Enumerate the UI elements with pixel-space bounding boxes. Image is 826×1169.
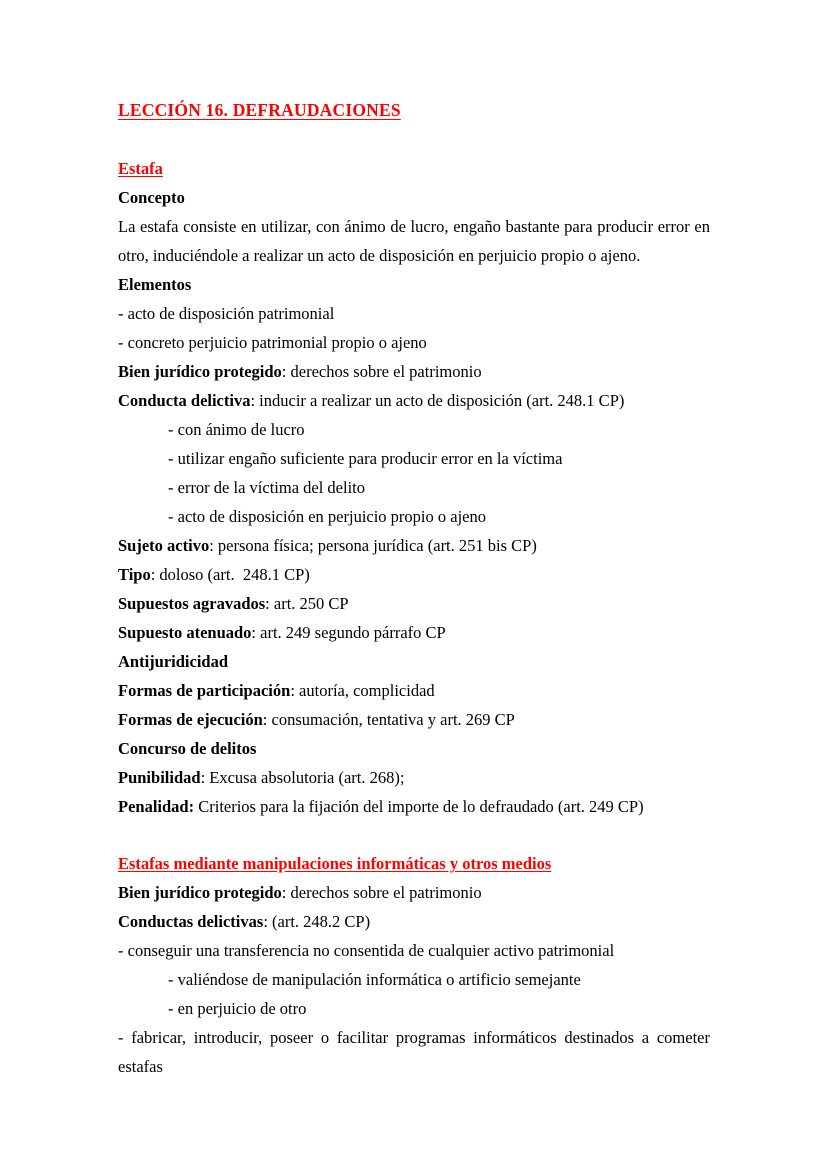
formas-ejecucion-label: Formas de ejecución [118, 710, 263, 729]
section-heading-estafa: Estafa [118, 159, 163, 178]
list-item: - conseguir una transferencia no consentida de cualquier activo patrimonial [118, 941, 615, 960]
punibilidad-value: : Excusa absolutoria (art. 268); [200, 768, 405, 787]
section-heading-estafa-line [118, 154, 710, 183]
formas-participacion-label: Formas de participación [118, 681, 291, 700]
page-title: LECCIÓN 16. DEFRAUDACIONES [118, 100, 401, 120]
elementos-label [118, 270, 710, 299]
bien-juridico-label-2: Bien jurídico protegido [118, 883, 282, 902]
punibilidad-row [118, 763, 710, 792]
supuesto-atenuado-row [118, 618, 710, 647]
list-item: - fabricar, introducir, poseer o facilitar programas informáticos destinados a cometer estafas [118, 1028, 715, 1076]
concurso-delitos-label-text: Concurso de delitos [118, 739, 257, 758]
sujeto-activo-row [118, 531, 710, 560]
penalidad-value: Criterios para la fijación del importe de lo defraudado (art. 249 CP) [194, 797, 644, 816]
formas-participacion-value: : autoría, complicidad [290, 681, 435, 700]
list-item: - concreto perjuicio patrimonial propio o ajeno [118, 333, 427, 352]
document-body [118, 96, 715, 1081]
conducta-delictiva-label: Conducta delictiva [118, 391, 251, 410]
penalidad-row [118, 792, 710, 821]
supuesto-atenuado-value: : art. 249 segundo párrafo CP [251, 623, 446, 642]
formas-ejecucion-row [118, 705, 710, 734]
punibilidad-label: Punibilidad [118, 768, 201, 787]
section-heading-estafas-informaticas: Estafas mediante manipulaciones informáticas y otros medios [118, 854, 552, 873]
conducta-delictiva-value: : inducir a realizar un acto de disposición (art. 248.1 CP) [250, 391, 625, 410]
antijuridicidad-label-text: Antijuridicidad [118, 652, 229, 671]
list-item: - error de la víctima del delito [168, 478, 366, 497]
document-title-line [118, 96, 710, 125]
list-item: - utilizar engaño suficiente para producir error en la víctima [168, 449, 563, 468]
list-item: - valiéndose de manipulación informática o artificio semejante [168, 970, 581, 989]
bien-juridico-label: Bien jurídico protegido [118, 362, 282, 381]
tipo-value: : doloso (art. 248.1 CP) [150, 565, 310, 584]
bien-juridico-value: : derechos sobre el patrimonio [281, 362, 482, 381]
bien-juridico-row [118, 357, 710, 386]
list-item: - acto de disposición patrimonial [118, 304, 335, 323]
supuestos-agravados-row [118, 589, 710, 618]
conductas-delictivas-label: Conductas delictivas [118, 912, 264, 931]
concepto-paragraph: La estafa consiste en utilizar, con ánimo de lucro, engaño bastante para producir error en otro, induciéndole a realizar un acto de disposición en perjuicio propio o ajeno. [118, 217, 715, 265]
conductas-delictivas-row [118, 907, 710, 936]
supuesto-atenuado-label: Supuesto atenuado [118, 623, 252, 642]
section-gap [118, 821, 710, 849]
tipo-row [118, 560, 710, 589]
concepto-label-text: Concepto [118, 188, 185, 207]
penalidad-label: Penalidad: [118, 797, 195, 816]
supuestos-agravados-label: Supuestos agravados [118, 594, 266, 613]
section-heading-estafas-informaticas-line [118, 849, 710, 878]
list-item: - en perjuicio de otro [168, 999, 307, 1018]
conducta-delictiva-row [118, 386, 710, 415]
list-item: - acto de disposición en perjuicio propio o ajeno [168, 507, 486, 526]
formas-ejecucion-value: : consumación, tentativa y art. 269 CP [262, 710, 515, 729]
tipo-label: Tipo [118, 565, 151, 584]
elementos-label-text: Elementos [118, 275, 192, 294]
bien-juridico-value-2: : derechos sobre el patrimonio [281, 883, 482, 902]
sujeto-activo-value: : persona física; persona jurídica (art. 251 bis CP) [209, 536, 537, 555]
bien-juridico-row-2 [118, 878, 710, 907]
concurso-delitos-label [118, 734, 710, 763]
title-gap [118, 125, 710, 154]
formas-participacion-row [118, 676, 710, 705]
sujeto-activo-label: Sujeto activo [118, 536, 210, 555]
concepto-label [118, 183, 710, 212]
conductas-delictivas-value: : (art. 248.2 CP) [263, 912, 371, 931]
supuestos-agravados-value: : art. 250 CP [265, 594, 349, 613]
antijuridicidad-label [118, 647, 710, 676]
list-item: - con ánimo de lucro [168, 420, 305, 439]
